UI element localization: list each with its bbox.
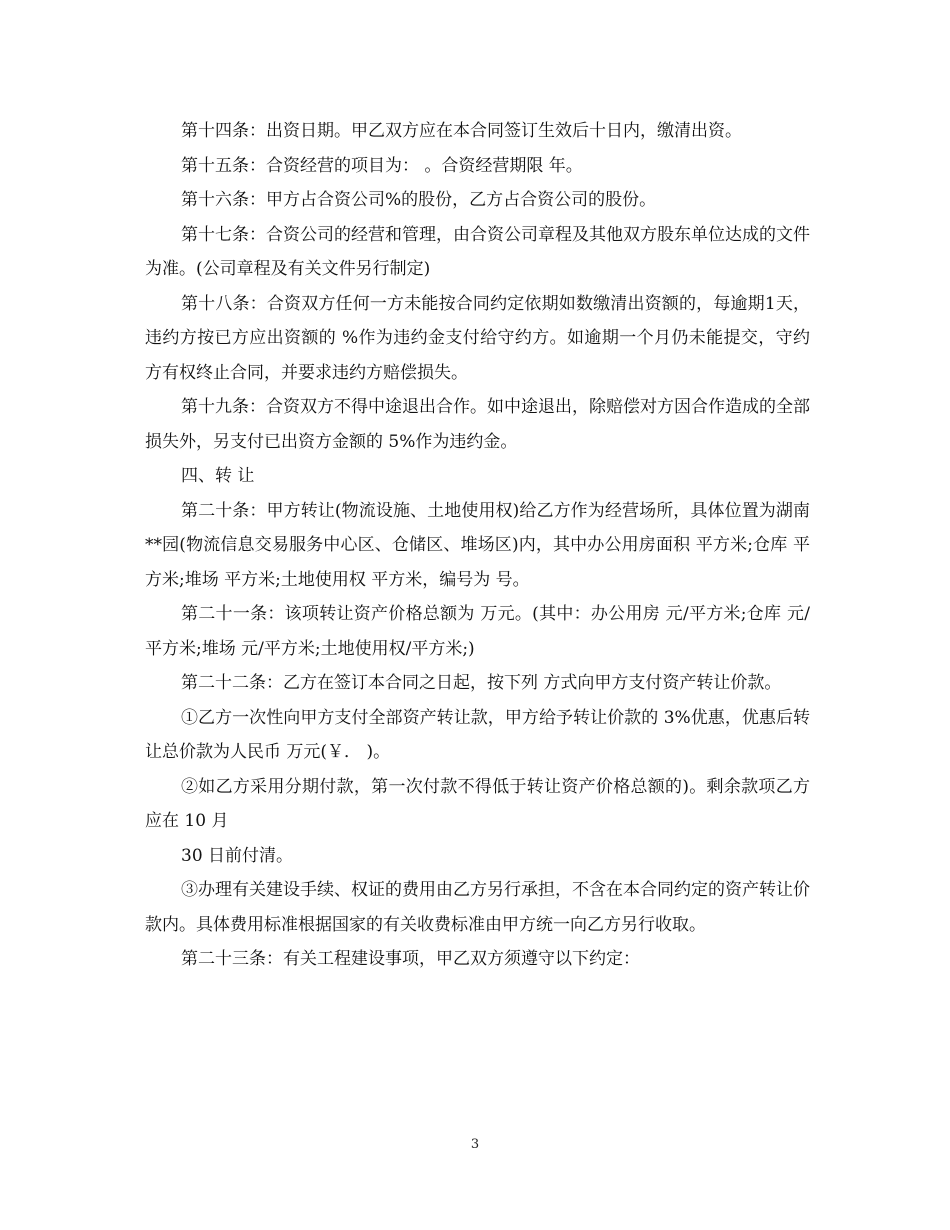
section-heading-transfer: 四、转 让 bbox=[181, 466, 255, 486]
paragraph-article-22: 第二十二条：乙方在签订本合同之日起，按下列 方式向甲方支付资产转让价款。 bbox=[181, 673, 782, 693]
list-item-payment-option-3: ③办理有关建设手续、权证的费用由乙方另行承担，不含在本合同约定的资产转让价款内。具体费用标准根据国家的有关收费标准由甲方统一向乙方另行收取。 bbox=[145, 880, 810, 935]
list-item-payment-option-1: ①乙方一次性向甲方支付全部资产转让款，甲方给予转让价款的 3%优惠，优惠后转让总价款为人民币 万元(￥． )。 bbox=[145, 707, 810, 762]
paragraph-article-14: 第十四条：出资日期。甲乙双方应在本合同签订生效后十日内，缴清出资。 bbox=[181, 121, 742, 141]
paragraph-article-23: 第二十三条：有关工程建设事项，甲乙双方须遵守以下约定： bbox=[181, 949, 640, 969]
paragraph-article-19: 第十九条：合资双方不得中途退出合作。如中途退出，除赔偿对方因合作造成的全部损失外，另支付已出资方金额的 5%作为违约金。 bbox=[145, 397, 810, 452]
page-number: 3 bbox=[470, 1137, 480, 1152]
paragraph-article-18: 第十八条：合资双方任何一方未能按合同约定依期如数缴清出资额的，每逾期1天，违约方按已方应出资额的 %作为违约金支付给守约方。如逾期一个月仍未能提交，守约方有权终止合同，并要求违约方赔偿损失。 bbox=[145, 293, 810, 383]
paragraph-article-21: 第二十一条：该项转让资产价格总额为 万元。(其中：办公用房 元/平方米;仓库 元/平方米;堆场 元/平方米;土地使用权/平方米;) bbox=[145, 604, 810, 659]
list-item-payment-deadline: 30 日前付清。 bbox=[181, 845, 294, 866]
document-body bbox=[145, 114, 810, 977]
paragraph-article-15: 第十五条：合资经营的项目为： 。合资经营期限 年。 bbox=[181, 155, 583, 176]
paragraph-article-17: 第十七条：合资公司的经营和管理，由合资公司章程及其他双方股东单位达成的文件为准。(公司章程及有关文件另行制定) bbox=[145, 224, 810, 279]
paragraph-article-20: 第二十条：甲方转让(物流设施、土地使用权)给乙方作为经营场所，具体位置为湖南**园(物流信息交易服务中心区、仓储区、堆场区)内，其中办公用房面积 平方米;仓库 平方米;堆场 平方米;土地使用权 平方米，编号为 号。 bbox=[145, 500, 810, 590]
paragraph-article-16: 第十六条：甲方占合资公司%的股份，乙方占合资公司的股份。 bbox=[181, 190, 657, 210]
list-item-payment-option-2: ②如乙方采用分期付款，第一次付款不得低于转让资产价格总额的)。剩余款项乙方应在 10 月 bbox=[145, 776, 810, 831]
